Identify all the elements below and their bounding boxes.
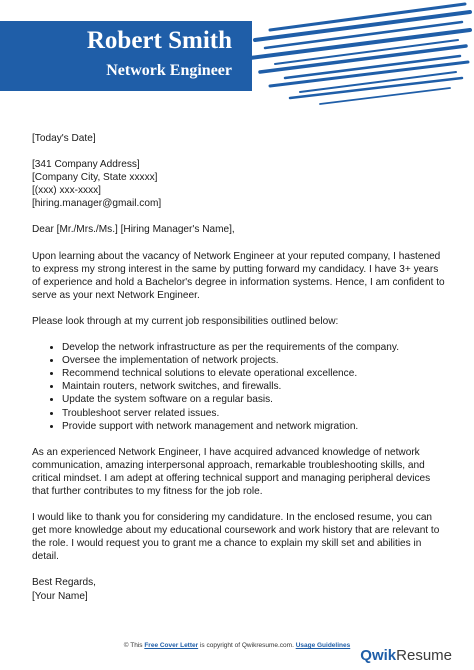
signature: [Your Name] — [32, 590, 88, 602]
decorative-stripes — [230, 0, 474, 110]
logo-resume: Resume — [396, 647, 452, 664]
candidate-name: Robert Smith — [86, 27, 232, 54]
list-item: • Troubleshoot server related issues. — [62, 407, 447, 420]
job-title: Network Engineer — [106, 62, 232, 79]
address-line: [hiring.manager@gmail.com] — [32, 198, 162, 210]
qwikresume-logo[interactable] — [360, 647, 452, 664]
intro-paragraph: Upon learning about the vacancy of Network Engineer at your reputed company, I hastened to express my strong interest in the same by putting forward my candidacy. I have 3+ years of experience and hold a Bachelor's degree in information systems. Hence, I am confident to serve as your next Network Engineer. — [32, 250, 445, 301]
list-item: • Develop the network infrastructure as per the requirements of the company. — [62, 341, 447, 354]
logo-qwik: Qwik — [360, 647, 397, 664]
footer-copyright: is copyright of Qwikresume.com. — [198, 642, 296, 649]
address-line: [Company City, State xxxxx] — [32, 172, 158, 184]
free-cover-letter-link[interactable]: Free Cover Letter — [144, 642, 199, 649]
list-item: • Update the system software on a regular basis. — [62, 393, 447, 406]
letter-date: [Today's Date] — [32, 133, 96, 144]
address-line: [341 Company Address] — [32, 159, 140, 171]
list-item: • Oversee the implementation of network projects. — [62, 354, 447, 367]
footer-prefix: © This — [123, 642, 145, 649]
list-item: • Recommend technical solutions to elevate operational excellence. — [62, 367, 447, 380]
letter-body — [32, 132, 447, 603]
closing-paragraph: I would like to thank you for considering my candidature. In the enclosed resume, you can get more knowledge about my educational coursework and work history that are relevant to the role. I would request you to grant me a chance to explain my skill set and abilities in detail. — [32, 512, 440, 563]
address-line: [(xxx) xxx-xxxx] — [32, 185, 101, 197]
closing: Best Regards, — [32, 577, 96, 589]
list-item: • Maintain routers, network switches, and firewalls. — [62, 380, 447, 393]
list-item: • Provide support with network management and network migration. — [62, 420, 447, 433]
recipient-address — [32, 158, 447, 210]
experience-paragraph: As an experienced Network Engineer, I have acquired advanced knowledge of network communication, amazing interpersonal approach, remarkable troubleshooting skills, and critical mindset. I am adept at offering technical support and managing peripheral devices that further contributes to my fitness for the job role. — [32, 446, 431, 497]
salutation: Dear [Mr./Mrs./Ms.] [Hiring Manager's Name], — [32, 224, 235, 236]
list-intro: Please look through at my current job responsibilities outlined below: — [32, 315, 339, 327]
usage-guidelines-link[interactable]: Usage Guidelines — [295, 642, 351, 649]
responsibilities-list — [32, 341, 447, 433]
